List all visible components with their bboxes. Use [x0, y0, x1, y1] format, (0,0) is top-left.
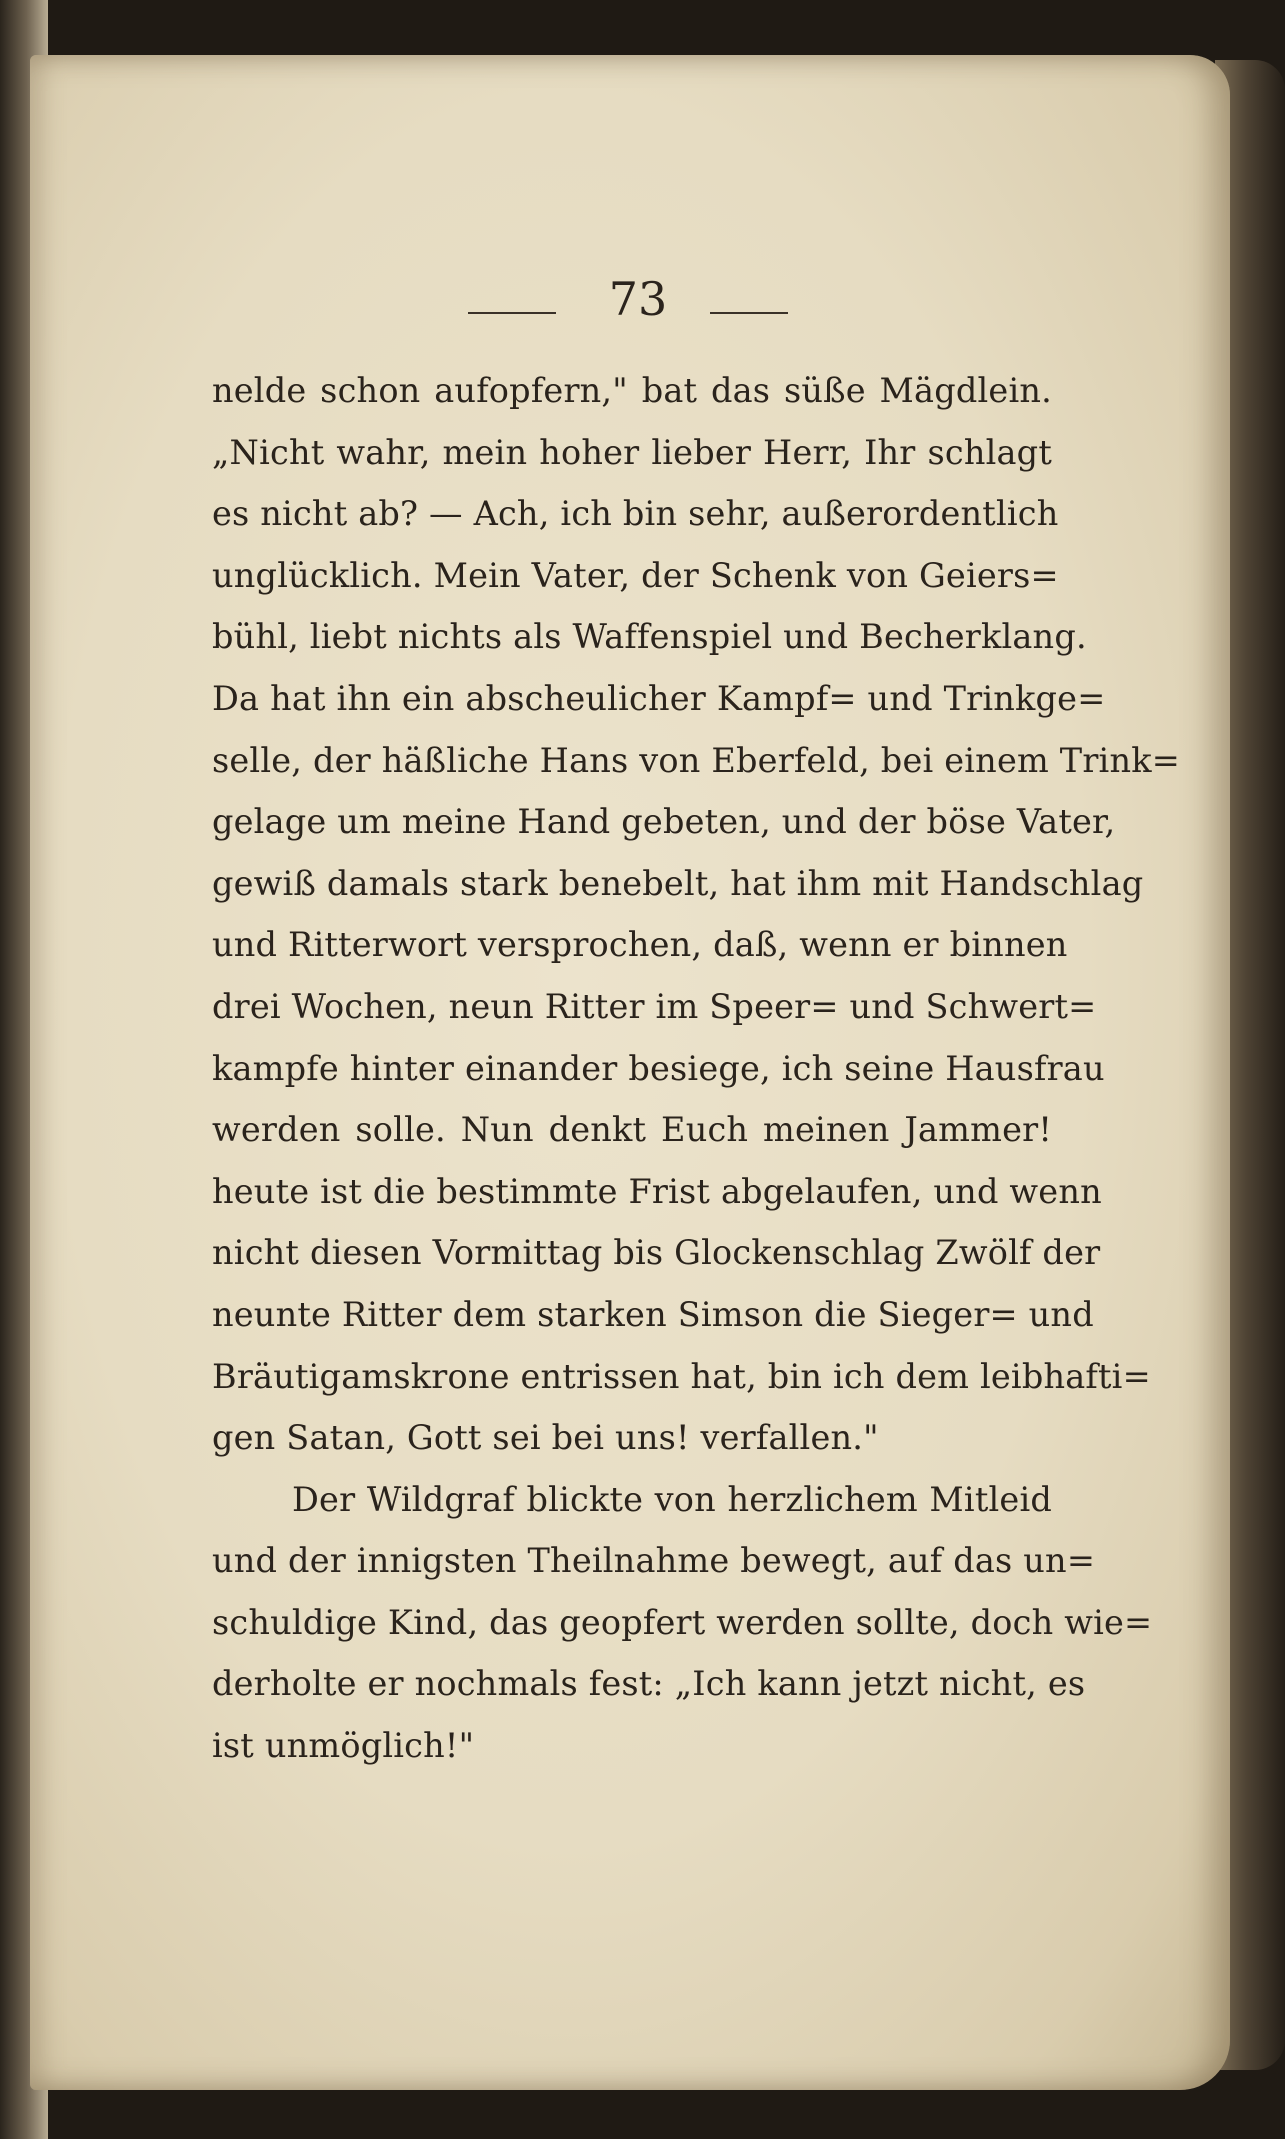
- text-line: bühl, liebt nichts als Waffenspiel und Becherklang.: [212, 617, 1087, 657]
- page-number: 73: [608, 272, 668, 326]
- text-line: drei Wochen, neun Ritter im Speer= und Schwert=: [212, 986, 1097, 1026]
- text-line: es nicht ab? — Ach, ich bin sehr, außerordentlich: [212, 494, 1059, 534]
- header-rule-left: [468, 312, 556, 314]
- text-line: selle, der häßliche Hans von Eberfeld, bei einem Trink=: [212, 740, 1181, 780]
- text-line: gewiß damals stark benebelt, hat ihm mit Handschlag: [212, 863, 1144, 903]
- text-line: werden solle. Nun denkt Euch meinen Jammer!: [212, 1110, 1052, 1150]
- text-line: derholte er nochmals fest: „Ich kann jetzt nicht, es: [212, 1664, 1086, 1704]
- body-text: [212, 360, 1181, 1777]
- text-line: Bräutigamskrone entrissen hat, bin ich dem leibhafti=: [212, 1356, 1151, 1396]
- text-line: Da hat ihn ein abscheulicher Kampf= und Trinkge=: [212, 678, 1106, 718]
- text-line: kampfe hinter einander besiege, ich seine Hausfrau: [212, 1048, 1105, 1088]
- text-line: „Nicht wahr, mein hoher lieber Herr, Ihr schlagt: [212, 432, 1052, 472]
- text-line: ist unmöglich!": [212, 1726, 475, 1766]
- text-line: unglücklich. Mein Vater, der Schenk von Geiers=: [212, 555, 1059, 595]
- text-line: und der innigsten Theilnahme bewegt, auf das un=: [212, 1541, 1096, 1581]
- text-line: gelage um meine Hand gebeten, und der böse Vater,: [212, 802, 1116, 842]
- text-line: nicht diesen Vormittag bis Glockenschlag Zwölf der: [212, 1233, 1101, 1273]
- text-line: heute ist die bestimmte Frist abgelaufen, und wenn: [212, 1171, 1102, 1211]
- header-rule-right: [710, 312, 788, 314]
- text-line: nelde schon aufopfern," bat das süße Mägdlein.: [212, 371, 1052, 410]
- paragraph-2: [212, 1469, 1153, 1777]
- text-line: gen Satan, Gott sei bei uns! verfallen.": [212, 1418, 879, 1458]
- text-line: schuldige Kind, das geopfert werden sollte, doch wie=: [212, 1602, 1153, 1642]
- text-line: und Ritterwort versprochen, daß, wenn er binnen: [212, 925, 1068, 965]
- text-line: neunte Ritter dem starken Simson die Sieger= und: [212, 1294, 1094, 1334]
- text-line: Der Wildgraf blickte von herzlichem Mitleid: [292, 1479, 1052, 1519]
- page-header: [0, 272, 1285, 332]
- paragraph-1: [212, 360, 1181, 1469]
